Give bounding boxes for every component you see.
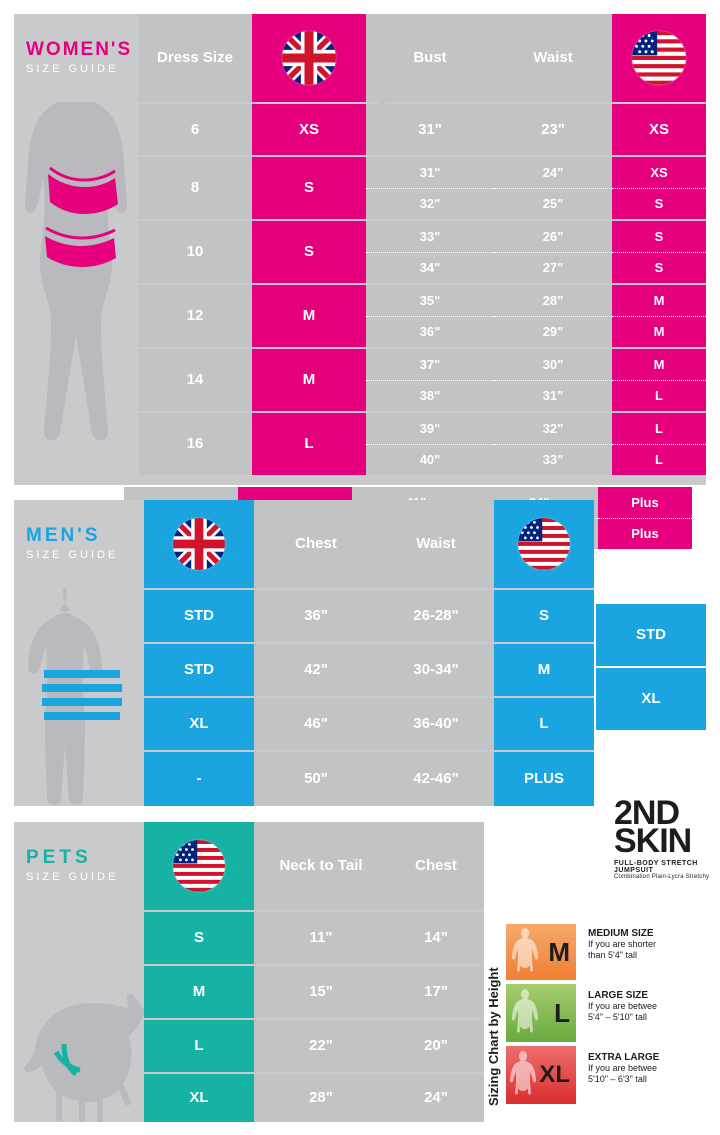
mens-title-block: MEN'S SIZE GUIDE: [14, 500, 144, 588]
woman-silhouette-icon: [16, 50, 146, 480]
womens-cell-us-6b: Plus: [598, 518, 692, 549]
height-swatch-m: [506, 924, 576, 980]
womens-cell-bust-5b: 40": [366, 444, 494, 475]
pets-cell-chest-1: 17": [388, 966, 484, 1018]
height-letter-xl: XL: [539, 1061, 570, 1088]
pets-cell-neck-0: 11": [254, 912, 388, 964]
mens-cell-waist-2: 36-40": [378, 698, 494, 750]
womens-size-guide-section: [14, 14, 706, 485]
height-desc-m-2: than 5'4" tall: [588, 950, 637, 961]
brand-tagline-2: Combination Plain-Lycra Stretchy: [614, 873, 710, 880]
womens-col-header-bust: Bust: [366, 14, 494, 102]
man-silhouette-icon: [22, 570, 142, 806]
height-title-m: MEDIUM SIZE: [588, 928, 654, 939]
mens-cell-waist-1: 30-34": [378, 644, 494, 696]
us-flag-icon: [518, 518, 570, 570]
womens-cell-dress-0: 6: [138, 104, 252, 155]
mens-extra-xl-box: XL: [596, 668, 706, 730]
pets-cell-us-3: XL: [144, 1074, 254, 1122]
womens-cell-dress-3: 12: [138, 285, 252, 347]
pets-col-header-neck-to-tail: Neck to Tail: [254, 822, 388, 910]
womens-cell-us-4b: L: [612, 380, 706, 411]
mens-size-guide-section: [14, 500, 594, 806]
mens-cell-chest-1: 42": [254, 644, 378, 696]
womens-col-header-waist: Waist: [494, 14, 612, 102]
womens-cell-bust-0: 31": [366, 104, 494, 155]
mens-cell-waist-3: 42-46": [378, 752, 494, 806]
height-title-l: LARGE SIZE: [588, 990, 649, 1001]
brand-line-1: 2ND: [614, 794, 680, 832]
brand-line-2: SKIN: [614, 821, 692, 860]
womens-cell-bust-1a: 31": [366, 157, 494, 188]
pets-size-guide-section: [14, 822, 484, 1122]
pets-cell-chest-0: 14": [388, 912, 484, 964]
mens-col-header-uk: [144, 500, 254, 588]
womens-cell-bust-4a: 37": [366, 349, 494, 380]
womens-cell-waist-0: 23": [494, 104, 612, 155]
womens-col-header-uk: [252, 14, 366, 102]
womens-col-header-us: [612, 14, 706, 102]
pets-col-header-chest: Chest: [388, 822, 484, 910]
height-letter-l: L: [554, 997, 570, 1028]
womens-cell-bust-1b: 32": [366, 188, 494, 219]
mens-cell-chest-0: 36": [254, 590, 378, 642]
pets-col-header-us: [144, 822, 254, 910]
pets-cell-chest-3: 24": [388, 1074, 484, 1122]
womens-cell-uk-5: L: [252, 413, 366, 475]
womens-cell-waist-1a: 24": [494, 157, 612, 188]
height-desc-xl-2: 5'10" – 6'3" tall: [588, 1074, 647, 1085]
height-desc-m-1: If you are shorter: [588, 939, 657, 949]
mens-cell-uk-3: -: [144, 752, 254, 806]
mens-cell-uk-0: STD: [144, 590, 254, 642]
mens-cell-uk-1: STD: [144, 644, 254, 696]
mens-cell-chest-3: 50": [254, 752, 378, 806]
womens-cell-waist-3b: 29": [494, 316, 612, 347]
height-swatch-xl: [506, 1046, 576, 1104]
height-info-xl: [588, 1052, 718, 1086]
mens-col-header-waist: Waist: [378, 500, 494, 588]
pets-cell-us-2: L: [144, 1020, 254, 1072]
height-title-xl: EXTRA LARGE: [588, 1052, 660, 1063]
womens-cell-bust-3a: 35": [366, 285, 494, 316]
brand-tagline-1: FULL-BODY STRETCH JUMPSUIT: [614, 859, 698, 874]
womens-cell-us-0: XS: [612, 104, 706, 155]
womens-cell-waist-5b: 33": [494, 444, 612, 475]
womens-cell-uk-4: M: [252, 349, 366, 411]
body-silhouette-m-icon: [510, 926, 542, 978]
womens-cell-waist-2b: 27": [494, 252, 612, 283]
height-desc-xl-1: If you are betwee: [588, 1063, 658, 1073]
womens-cell-bust-2a: 33": [366, 221, 494, 252]
pets-cell-us-0: S: [144, 912, 254, 964]
pets-cell-chest-2: 20": [388, 1020, 484, 1072]
womens-cell-bust-2b: 34": [366, 252, 494, 283]
womens-cell-waist-2a: 26": [494, 221, 612, 252]
womens-cell-us-4a: M: [612, 349, 706, 380]
mens-col-header-us: [494, 500, 594, 588]
womens-cell-us-5a: L: [612, 413, 706, 444]
mens-cell-chest-2: 46": [254, 698, 378, 750]
mens-col-header-chest: Chest: [254, 500, 378, 588]
mens-extra-std-box: STD: [596, 604, 706, 666]
height-sizing-chart: [484, 918, 720, 1118]
womens-cell-bust-5a: 39": [366, 413, 494, 444]
mens-cell-uk-2: XL: [144, 698, 254, 750]
womens-cell-us-3a: M: [612, 285, 706, 316]
mens-cell-us-1: M: [494, 644, 594, 696]
womens-cell-bust-4b: 38": [366, 380, 494, 411]
pets-cell-us-1: M: [144, 966, 254, 1018]
body-silhouette-l-icon: [510, 986, 542, 1040]
mens-cell-us-0: S: [494, 590, 594, 642]
pets-cell-neck-3: 28": [254, 1074, 388, 1122]
uk-flag-icon: [173, 518, 225, 570]
pets-title-block: PETS SIZE GUIDE: [14, 822, 144, 910]
womens-cell-us-3b: M: [612, 316, 706, 347]
womens-title-block: WOMEN'S SIZE GUIDE: [14, 14, 138, 102]
womens-col-header-dress-size: Dress Size: [138, 14, 252, 102]
womens-cell-dress-2: 10: [138, 221, 252, 283]
height-swatch-l: [506, 984, 576, 1042]
pets-cell-neck-1: 15": [254, 966, 388, 1018]
womens-cell-waist-3a: 28": [494, 285, 612, 316]
mens-cell-us-3: PLUS: [494, 752, 594, 806]
womens-cell-waist-4a: 30": [494, 349, 612, 380]
womens-cell-uk-2: S: [252, 221, 366, 283]
mens-cell-us-2: L: [494, 698, 594, 750]
dog-silhouette-icon: [20, 992, 160, 1122]
womens-cell-waist-5a: 32": [494, 413, 612, 444]
mens-cell-waist-0: 26-28": [378, 590, 494, 642]
womens-cell-us-2a: S: [612, 221, 706, 252]
womens-cell-bust-3b: 36": [366, 316, 494, 347]
womens-cell-uk-1: S: [252, 157, 366, 219]
womens-cell-uk-3: M: [252, 285, 366, 347]
womens-cell-us-6a: Plus: [598, 487, 692, 518]
uk-flag-icon: [282, 31, 336, 85]
pets-cell-neck-2: 22": [254, 1020, 388, 1072]
height-desc-l-2: 5'4" – 5'10" tall: [588, 1012, 647, 1023]
womens-cell-uk-0: XS: [252, 104, 366, 155]
body-silhouette-xl-icon: [508, 1048, 540, 1102]
womens-cell-dress-1: 8: [138, 157, 252, 219]
womens-cell-us-1b: S: [612, 188, 706, 219]
womens-cell-us-1a: XS: [612, 157, 706, 188]
height-info-m: [588, 928, 718, 962]
womens-cell-us-5b: L: [612, 444, 706, 475]
height-letter-m: M: [548, 936, 570, 967]
womens-cell-dress-4: 14: [138, 349, 252, 411]
womens-cell-us-2b: S: [612, 252, 706, 283]
height-chart-vertical-label: Sizing Chart by Height: [486, 967, 501, 1106]
us-flag-icon: [632, 31, 686, 85]
womens-cell-waist-4b: 31": [494, 380, 612, 411]
us-flag-icon: [173, 840, 225, 892]
womens-cell-dress-5: 16: [138, 413, 252, 475]
height-desc-l-1: If you are betwee: [588, 1001, 658, 1011]
height-info-l: [588, 990, 718, 1024]
womens-cell-waist-1b: 25": [494, 188, 612, 219]
brand-logo: [614, 794, 714, 880]
